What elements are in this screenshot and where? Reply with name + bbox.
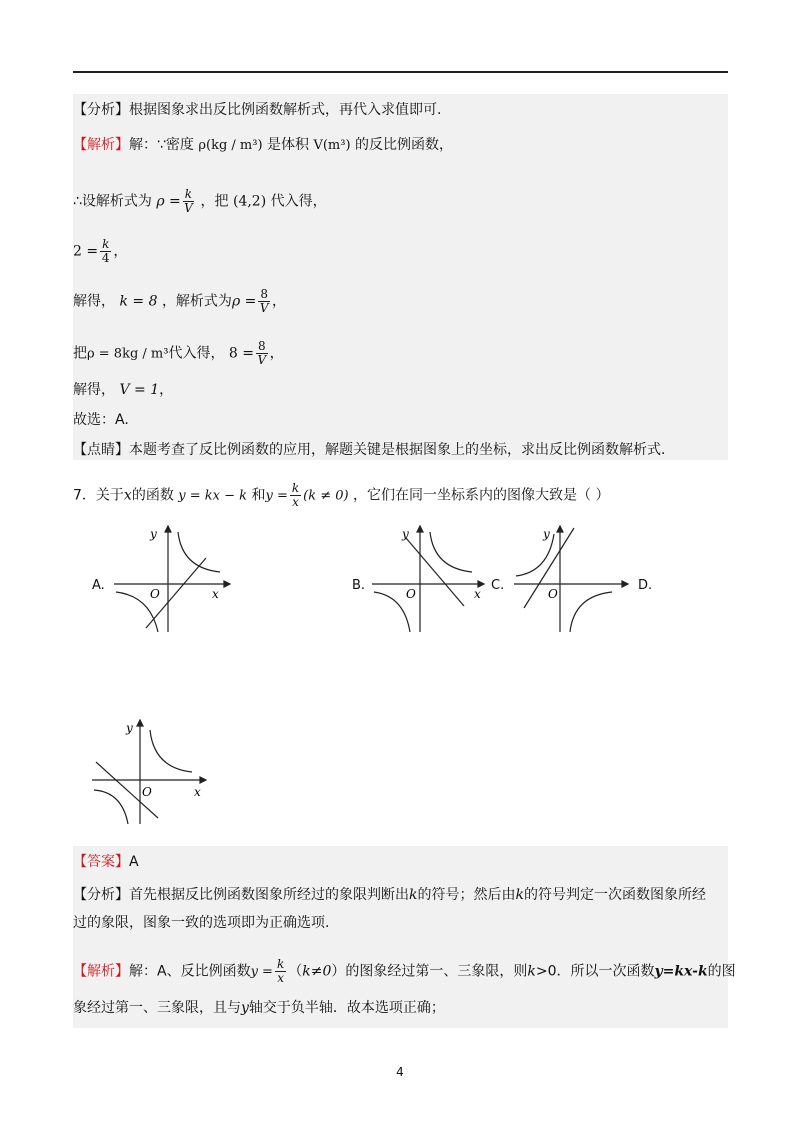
- analysis-text: 根据图象求出反比例函数解析式，再代入求值即可.: [129, 102, 442, 118]
- solution-text: 是体积: [267, 137, 309, 153]
- analysis7-line-2: [73, 913, 329, 933]
- comment-line: [73, 440, 665, 460]
- option-b-label: B.: [352, 578, 366, 593]
- solution-text: 解得，: [73, 293, 115, 310]
- x-label: x: [194, 785, 201, 799]
- y-label: y: [543, 527, 550, 541]
- x-label: x: [212, 587, 219, 601]
- variable-y: y: [241, 1000, 249, 1016]
- linear-function: y = kx − k: [178, 488, 248, 504]
- v-value: V = 1: [119, 382, 160, 398]
- x-axis-arrow: [622, 581, 628, 587]
- solution-tag: 【解析】: [73, 137, 129, 153]
- solution-text: ，: [272, 293, 286, 310]
- question-text: 的函数: [131, 487, 174, 504]
- hyperbola-branch: [150, 730, 192, 772]
- solution-line-6: [73, 380, 173, 400]
- option-c-graph: [510, 520, 635, 635]
- hyperbola-branch: [430, 532, 472, 572]
- variable-k: k: [527, 963, 536, 980]
- solution-text: 把: [73, 345, 87, 362]
- formula-lhs: 2 =: [73, 243, 99, 260]
- analysis-tag: 【分析】: [73, 887, 129, 903]
- solution-text: ，: [113, 243, 128, 260]
- solution-line-4: [73, 288, 286, 315]
- fraction-denominator: x: [277, 971, 284, 985]
- origin-label: O: [406, 587, 416, 601]
- fraction: [290, 482, 301, 509]
- fraction: [100, 238, 111, 265]
- fraction-numerator: k: [184, 187, 193, 201]
- comment-text: 本题考查了反比例函数的应用，解题关键是根据图象上的坐标，求出反比例函数解析式.: [129, 442, 666, 458]
- question-text: ，它们在同一坐标系内的图像大致是（ ）: [353, 487, 610, 504]
- x-label: x: [474, 587, 481, 601]
- answer-line: [73, 852, 139, 872]
- variable-x: x: [123, 487, 132, 504]
- fraction-denominator: V: [184, 201, 193, 215]
- option-a-graph: [110, 520, 235, 635]
- fraction-denominator: V: [257, 353, 267, 367]
- question-text: 和: [251, 487, 266, 504]
- solution-text: 的图: [707, 963, 736, 980]
- solution-text: >0．所以一次函数: [535, 963, 655, 980]
- fraction-numerator: 8: [260, 287, 268, 301]
- hyperbola-branch: [94, 790, 128, 824]
- solution-text: ，: [159, 382, 174, 398]
- option-d-label: D.: [638, 578, 653, 593]
- point-coordinate: (4,2): [232, 193, 267, 210]
- solution-text: 的反比例函数，: [354, 137, 453, 153]
- formula-lhs: y =: [250, 964, 273, 980]
- condition: k≠0: [302, 963, 332, 980]
- solution-tag: 【解析】: [73, 963, 129, 980]
- question-text: 7．关于: [73, 487, 124, 504]
- solution-line-5: [73, 340, 284, 367]
- origin-label: O: [548, 587, 558, 601]
- fraction: [256, 340, 268, 367]
- origin-label: O: [150, 587, 160, 601]
- solution7-line-1: [73, 958, 736, 985]
- formula-lhs: ρ =: [231, 293, 257, 310]
- option-c-label: C.: [491, 578, 505, 593]
- comment-tag: 【点睛】: [73, 442, 129, 458]
- analysis-text: 的符号；然后由: [417, 887, 516, 903]
- y-axis-arrow: [557, 526, 563, 532]
- solution-line-3: [73, 238, 127, 265]
- fraction: [183, 188, 194, 215]
- solution-text: ∴设解析式为: [73, 193, 152, 210]
- solution-line-2: [73, 188, 327, 215]
- fraction: [258, 288, 270, 315]
- analysis-text: 的符号判定一次函数图象所经: [523, 887, 706, 903]
- solution-line-1: [73, 135, 453, 156]
- y-label: y: [402, 527, 409, 541]
- solution-text: 象经过第一、三象限，且与: [73, 1000, 241, 1016]
- x-axis-arrow: [224, 581, 230, 587]
- fraction-denominator: x: [292, 495, 299, 509]
- analysis-line-1: [73, 100, 441, 120]
- x-axis-arrow: [200, 777, 206, 783]
- fraction-numerator: 8: [258, 339, 266, 353]
- analysis7-line-1: [73, 885, 706, 905]
- solution7-line-2: [73, 998, 445, 1018]
- k-value: k = 8: [119, 293, 158, 310]
- formula-lhs: 8 =: [228, 345, 254, 362]
- y-label: y: [126, 721, 133, 735]
- answer-tag: 【答案】: [73, 854, 129, 870]
- origin-label: O: [142, 785, 152, 799]
- option-a-label: A.: [92, 578, 105, 593]
- density-unit: ρ(kg / m³): [198, 138, 263, 153]
- analysis-text: 首先根据反比例函数图象所经过的象限判断出: [129, 887, 409, 903]
- density-value: ρ = 8kg / m³: [87, 346, 169, 362]
- solution-text: 代入得，: [168, 345, 225, 362]
- fraction-denominator: V: [259, 301, 269, 315]
- solution-text: 解得，: [73, 382, 115, 398]
- page-number: 4: [396, 1065, 404, 1079]
- formula-lhs: ρ =: [156, 193, 181, 210]
- solution-text: 轴交于负半轴．故本选项正确；: [248, 1000, 445, 1016]
- analysis-tag: 【分析】: [73, 102, 129, 118]
- solution-text: 解：A、反比例函数: [129, 963, 251, 980]
- hyperbola-branch: [570, 592, 612, 632]
- answer-text: A: [129, 854, 139, 870]
- solution-text: ，: [269, 345, 284, 362]
- solution-line-7: [73, 410, 129, 430]
- fraction: [275, 958, 286, 985]
- fraction-numerator: k: [102, 237, 110, 251]
- option-b-graph: [368, 520, 493, 635]
- solution-text: 代入得，: [270, 193, 327, 210]
- solution-text: ，解析式为: [161, 293, 232, 310]
- option-d-graph: [88, 712, 213, 827]
- condition: (k ≠ 0): [303, 488, 349, 504]
- y-label: y: [150, 527, 157, 541]
- solution-text: ，把: [200, 193, 229, 210]
- solution-text: ）的图象经过第一、三象限，则: [331, 963, 528, 980]
- fraction-numerator: k: [291, 481, 300, 495]
- volume-unit: V(m³): [313, 138, 351, 153]
- solution-text: 解：∵密度: [129, 137, 194, 153]
- variable-k: k: [515, 887, 524, 903]
- analysis-text: 过的象限，图象一致的选项即为正确选项.: [73, 915, 330, 931]
- y-axis-arrow: [137, 720, 143, 726]
- fraction-denominator: 4: [101, 251, 110, 265]
- y-axis-arrow: [165, 526, 171, 532]
- variable-k: k: [409, 887, 418, 903]
- fraction-numerator: k: [276, 957, 285, 971]
- question-7: [73, 482, 610, 509]
- solution-choice: 故选：A.: [73, 412, 129, 428]
- header-rule: [73, 71, 728, 73]
- hyperbola-branch: [374, 592, 410, 632]
- formula-lhs: y =: [265, 488, 288, 504]
- solution-text: （: [288, 963, 303, 980]
- linear-function: y=kx-k: [654, 963, 708, 980]
- y-axis-arrow: [417, 526, 423, 532]
